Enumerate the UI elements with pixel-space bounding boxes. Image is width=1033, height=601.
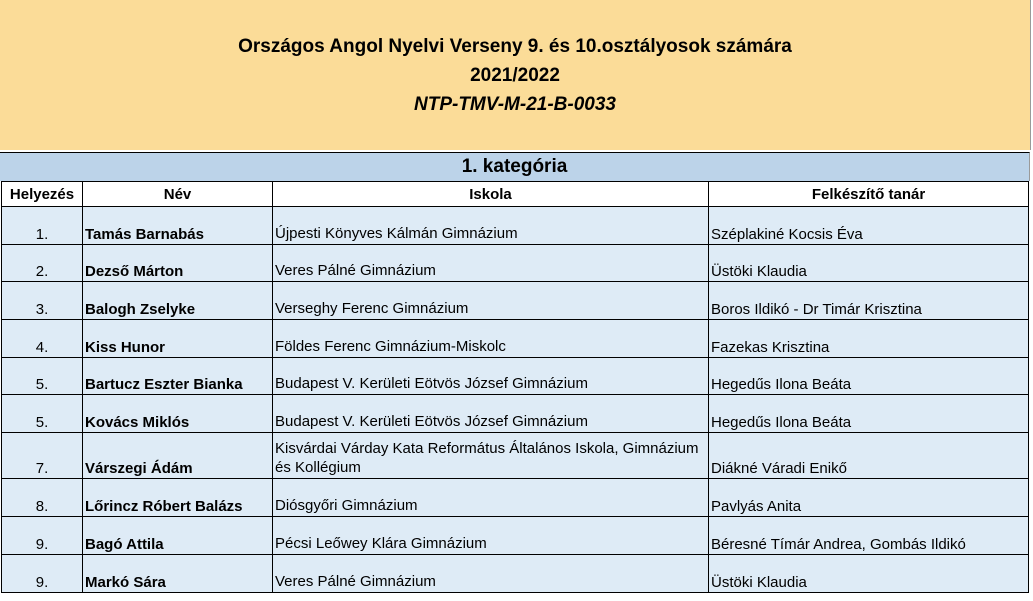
rank-cell: 2.	[2, 245, 83, 282]
teacher-cell: Üstöki Klaudia	[709, 245, 1029, 282]
name-cell: Bagó Attila	[83, 517, 273, 555]
school-cell: Kisvárdai Várday Kata Református Általános Iskola, Gimnázium és Kollégium	[273, 433, 709, 479]
school-cell: Diósgyőri Gimnázium	[273, 479, 709, 517]
results-table	[1, 181, 1029, 593]
table-row	[2, 358, 1029, 395]
table-row	[2, 555, 1029, 593]
teacher-cell: Boros Ildikó - Dr Timár Krisztina	[709, 282, 1029, 320]
rank-cell: 9.	[2, 555, 83, 593]
table-row	[2, 320, 1029, 358]
rank-cell: 4.	[2, 320, 83, 358]
school-cell: Veres Pálné Gimnázium	[273, 555, 709, 593]
project-code: NTP-TMV-M-21-B-0033	[414, 94, 616, 115]
school-cell: Veres Pálné Gimnázium	[273, 245, 709, 282]
school-cell: Verseghy Ferenc Gimnázium	[273, 282, 709, 320]
school-year: 2021/2022	[470, 65, 560, 86]
name-cell: Markó Sára	[83, 555, 273, 593]
rank-cell: 9.	[2, 517, 83, 555]
table-row	[2, 479, 1029, 517]
rank-cell: 7.	[2, 433, 83, 479]
table-row	[2, 395, 1029, 433]
teacher-cell: Széplakiné Kocsis Éva	[709, 207, 1029, 245]
name-cell: Bartucz Eszter Bianka	[83, 358, 273, 395]
teacher-cell: Diákné Váradi Enikő	[709, 433, 1029, 479]
name-cell: Tamás Barnabás	[83, 207, 273, 245]
school-cell: Földes Ferenc Gimnázium-Miskolc	[273, 320, 709, 358]
category-heading: 1. kategória	[0, 152, 1030, 181]
teacher-cell: Fazekas Krisztina	[709, 320, 1029, 358]
name-cell: Kiss Hunor	[83, 320, 273, 358]
rank-cell: 5.	[2, 395, 83, 433]
school-cell: Újpesti Könyves Kálmán Gimnázium	[273, 207, 709, 245]
name-cell: Várszegi Ádám	[83, 433, 273, 479]
teacher-cell: Hegedűs Ilona Beáta	[709, 358, 1029, 395]
table-row	[2, 245, 1029, 282]
name-cell: Lőrincz Róbert Balázs	[83, 479, 273, 517]
document-header	[0, 0, 1031, 150]
table-row	[2, 517, 1029, 555]
rank-cell: 8.	[2, 479, 83, 517]
col-header-rank: Helyezés	[2, 182, 83, 207]
school-cell: Budapest V. Kerületi Eötvös József Gimnázium	[273, 358, 709, 395]
col-header-school: Iskola	[273, 182, 709, 207]
rank-cell: 5.	[2, 358, 83, 395]
name-cell: Balogh Zselyke	[83, 282, 273, 320]
competition-title: Országos Angol Nyelvi Verseny 9. és 10.osztályosok számára	[238, 36, 792, 57]
teacher-cell: Hegedűs Ilona Beáta	[709, 395, 1029, 433]
school-cell: Pécsi Leőwey Klára Gimnázium	[273, 517, 709, 555]
col-header-teacher: Felkészítő tanár	[709, 182, 1029, 207]
header-row	[2, 182, 1029, 207]
name-cell: Dezső Márton	[83, 245, 273, 282]
table-row	[2, 433, 1029, 479]
teacher-cell: Béresné Tímár Andrea, Gombás Ildikó	[709, 517, 1029, 555]
table-row	[2, 207, 1029, 245]
school-cell: Budapest V. Kerületi Eötvös József Gimnázium	[273, 395, 709, 433]
table-row	[2, 282, 1029, 320]
teacher-cell: Üstöki Klaudia	[709, 555, 1029, 593]
teacher-cell: Pavlyás Anita	[709, 479, 1029, 517]
name-cell: Kovács Miklós	[83, 395, 273, 433]
rank-cell: 1.	[2, 207, 83, 245]
rank-cell: 3.	[2, 282, 83, 320]
col-header-name: Név	[83, 182, 273, 207]
